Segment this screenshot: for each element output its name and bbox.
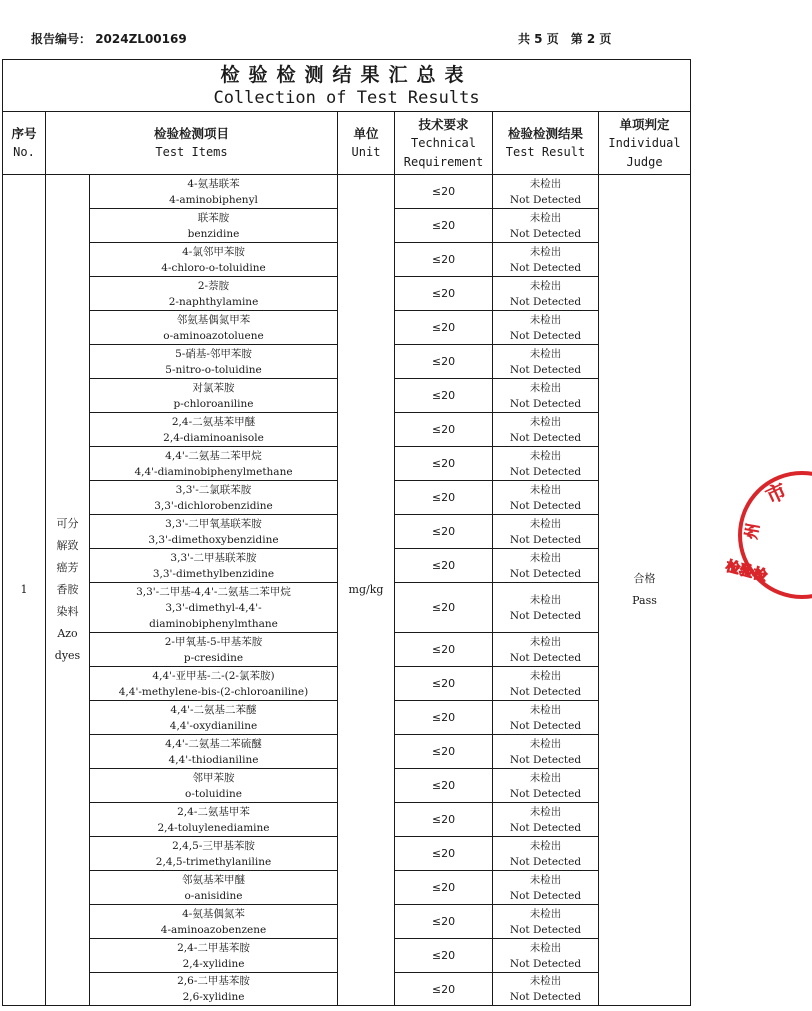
test-item-cell: 邻氨基苯甲醚 o-anisidine: [90, 871, 338, 905]
svg-text:市: 市: [761, 478, 791, 509]
svg-text:州: 州: [741, 521, 763, 541]
result-cell: 未检出 Not Detected: [493, 243, 599, 277]
requirement-cell: ≤20: [395, 667, 493, 701]
requirement-cell: ≤20: [395, 583, 493, 633]
test-item-cell: 4-氨基偶氮苯 4-aminoazobenzene: [90, 905, 338, 939]
requirement-cell: ≤20: [395, 175, 493, 209]
requirement-cell: ≤20: [395, 549, 493, 583]
unit-cell: mg/kg: [338, 175, 395, 1006]
result-cell: 未检出 Not Detected: [493, 701, 599, 735]
result-cell: 未检出 Not Detected: [493, 583, 599, 633]
result-cell: 未检出 Not Detected: [493, 803, 599, 837]
test-item-cell: 4,4'-二氨基二苯硫醚 4,4'-thiodianiline: [90, 735, 338, 769]
test-item-cell: 3,3'-二甲基-4,4'-二氨基二苯甲烷 3,3'-dimethyl-4,4'- diaminobiphenylmthane: [90, 583, 338, 633]
result-cell: 未检出 Not Detected: [493, 209, 599, 243]
test-item-cell: 4,4'-二氨基二苯甲烷 4,4'-diaminobiphenylmethane: [90, 447, 338, 481]
test-item-cell: 邻甲苯胺 o-toluidine: [90, 769, 338, 803]
sequence-number-cell: 1: [3, 175, 46, 1006]
test-item-cell: 联苯胺 benzidine: [90, 209, 338, 243]
col-header-test-items: 检验检测项目 Test Items: [46, 112, 338, 175]
result-cell: 未检出 Not Detected: [493, 735, 599, 769]
requirement-cell: ≤20: [395, 345, 493, 379]
result-cell: 未检出 Not Detected: [493, 939, 599, 973]
test-item-cell: 2,4,5-三甲基苯胺 2,4,5-trimethylaniline: [90, 837, 338, 871]
col-header-no: 序号 No.: [3, 112, 46, 175]
test-item-cell: 对氯苯胺 p-chloroaniline: [90, 379, 338, 413]
col-header-unit: 单位 Unit: [338, 112, 395, 175]
result-cell: 未检出 Not Detected: [493, 871, 599, 905]
result-cell: 未检出 Not Detected: [493, 837, 599, 871]
requirement-cell: ≤20: [395, 837, 493, 871]
requirement-cell: ≤20: [395, 973, 493, 1006]
result-cell: 未检出 Not Detected: [493, 973, 599, 1006]
requirement-cell: ≤20: [395, 803, 493, 837]
requirement-cell: ≤20: [395, 481, 493, 515]
test-item-cell: 2,4-二氨基苯甲醚 2,4-diaminoanisole: [90, 413, 338, 447]
requirement-cell: ≤20: [395, 379, 493, 413]
result-cell: 未检出 Not Detected: [493, 345, 599, 379]
col-header-requirement: 技术要求 Technical Requirement: [395, 112, 493, 175]
result-cell: 未检出 Not Detected: [493, 633, 599, 667]
requirement-cell: ≤20: [395, 939, 493, 973]
requirement-cell: ≤20: [395, 447, 493, 481]
requirement-cell: ≤20: [395, 515, 493, 549]
test-results-table: [2, 59, 691, 1006]
report-header-line: [0, 28, 750, 48]
result-cell: 未检出 Not Detected: [493, 549, 599, 583]
title-english: Collection of Test Results: [213, 87, 480, 108]
test-item-cell: 2-萘胺 2-naphthylamine: [90, 277, 338, 311]
requirement-cell: ≤20: [395, 413, 493, 447]
requirement-cell: ≤20: [395, 905, 493, 939]
official-seal-stamp: [722, 470, 812, 600]
test-item-cell: 3,3'-二甲基联苯胺 3,3'-dimethylbenzidine: [90, 549, 338, 583]
test-item-cell: 3,3'-二甲氧基联苯胺 3,3'-dimethoxybenzidine: [90, 515, 338, 549]
test-item-cell: 4-氨基联苯 4-aminobiphenyl: [90, 175, 338, 209]
result-cell: 未检出 Not Detected: [493, 311, 599, 345]
result-cell: 未检出 Not Detected: [493, 277, 599, 311]
requirement-cell: ≤20: [395, 311, 493, 345]
col-header-result: 检验检测结果 Test Result: [493, 112, 599, 175]
table-row: [3, 175, 691, 209]
result-cell: 未检出 Not Detected: [493, 905, 599, 939]
requirement-cell: ≤20: [395, 735, 493, 769]
test-item-cell: 3,3'-二氯联苯胺 3,3'-dichlorobenzidine: [90, 481, 338, 515]
requirement-cell: ≤20: [395, 277, 493, 311]
requirement-cell: ≤20: [395, 871, 493, 905]
result-cell: 未检出 Not Detected: [493, 667, 599, 701]
judge-cell: 合格 Pass: [599, 175, 691, 1006]
page-info: 共 5 页 第 2 页: [518, 32, 612, 46]
requirement-cell: ≤20: [395, 209, 493, 243]
svg-text:检验检: 检验检: [723, 558, 769, 585]
requirement-cell: ≤20: [395, 701, 493, 735]
test-item-cell: 5-硝基-邻甲苯胺 5-nitro-o-toluidine: [90, 345, 338, 379]
requirement-cell: ≤20: [395, 633, 493, 667]
result-cell: 未检出 Not Detected: [493, 413, 599, 447]
table-title: [3, 60, 691, 112]
requirement-cell: ≤20: [395, 243, 493, 277]
result-cell: 未检出 Not Detected: [493, 447, 599, 481]
category-cell: 可分 解致 癌芳 香胺 染料 Azo dyes: [46, 175, 90, 1006]
requirement-cell: ≤20: [395, 769, 493, 803]
test-item-cell: 2,6-二甲基苯胺 2,6-xylidine: [90, 973, 338, 1006]
test-item-cell: 2,4-二甲基苯胺 2,4-xylidine: [90, 939, 338, 973]
test-item-cell: 2,4-二氨基甲苯 2,4-toluylenediamine: [90, 803, 338, 837]
test-item-cell: 邻氨基偶氮甲苯 o-aminoazotoluene: [90, 311, 338, 345]
result-cell: 未检出 Not Detected: [493, 769, 599, 803]
result-cell: 未检出 Not Detected: [493, 481, 599, 515]
title-chinese: 检验检测结果汇总表: [220, 63, 473, 86]
test-item-cell: 4,4'-亚甲基-二-(2-氯苯胺) 4,4'-methylene-bis-(2-chloroaniline): [90, 667, 338, 701]
test-item-cell: 4,4'-二氨基二苯醚 4,4'-oxydianiline: [90, 701, 338, 735]
column-header-row: [3, 112, 691, 175]
report-number: 报告编号： 2024ZL00169: [31, 32, 187, 46]
col-header-judge: 单项判定 Individual Judge: [599, 112, 691, 175]
test-item-cell: 2-甲氧基-5-甲基苯胺 p-cresidine: [90, 633, 338, 667]
test-item-cell: 4-氯邻甲苯胺 4-chloro-o-toluidine: [90, 243, 338, 277]
result-cell: 未检出 Not Detected: [493, 515, 599, 549]
result-cell: 未检出 Not Detected: [493, 175, 599, 209]
result-cell: 未检出 Not Detected: [493, 379, 599, 413]
